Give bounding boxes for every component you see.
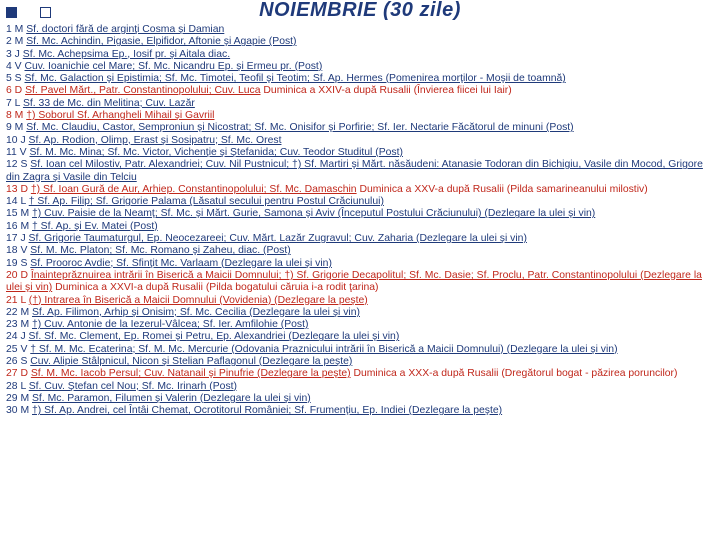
calendar-entry xyxy=(6,270,710,295)
entry-day: 5 S xyxy=(6,73,22,85)
entry-saints-link[interactable]: Sf. Pavel Mărt., Patr. Constantinopolului; Cuv. Luca xyxy=(25,85,261,97)
entry-saints-link[interactable]: † Sf. Ap. şi Ev. Matei (Post) xyxy=(32,220,158,232)
calendar-entry xyxy=(6,49,710,61)
calendar-entry xyxy=(6,73,710,85)
calendar-entry xyxy=(6,159,710,184)
entry-saints-link[interactable]: †) Cuv. Paisie de la Neamţ; Sf. Mc. şi Mărt. Gurie, Samona şi Aviv (Începutul Postului Crăciunului) (Dezlegare la ulei şi vin) xyxy=(32,208,596,220)
entry-saints-link[interactable]: Sf. M. Mc. Mina; Sf. Mc. Victor, Vichenţie şi Ştefanida; Cuv. Teodor Studitul (Post) xyxy=(29,146,403,158)
entry-day: 26 S xyxy=(6,356,28,368)
entry-saints-link[interactable]: Cuv. Alipie Stâlpnicul, Nicon şi Stelian Paflagonul (Dezlegare la peşte) xyxy=(30,356,353,368)
entry-saints-link[interactable]: †) Sf. Ap. Andrei, cel Întâi Chemat, Ocrotitorul României; Sf. Frumenţiu, Ep. Indiei (Dezlegare la peşte) xyxy=(32,405,503,417)
calendar-entry xyxy=(6,368,710,380)
entry-day: 30 M xyxy=(6,405,30,417)
calendar-entry xyxy=(6,307,710,319)
entry-day: 18 V xyxy=(6,245,28,257)
entry-sunday-reading: Duminica a XXX-a după Rusalii (Dregătorul bogat - păzirea poruncilor) xyxy=(353,368,678,380)
calendar-entry xyxy=(6,24,710,36)
entry-saints-link[interactable]: Sf. Ap. Rodion, Olimp, Erast şi Sosipatru; Sf. Mc. Orest xyxy=(28,134,282,146)
entry-saints-link[interactable]: Cuv. Ioanichie cel Mare; Sf. Mc. Nicandru Ep. şi Ermeu pr. (Post) xyxy=(24,60,323,72)
calendar-entry xyxy=(6,208,710,220)
entry-saints-link[interactable]: Sf. Cuv. Ştefan cel Nou; Sf. Mc. Irinarh (Post) xyxy=(28,380,238,392)
calendar-entry xyxy=(6,258,710,270)
entry-saints-link[interactable]: Sf. Grigorie Taumaturgul, Ep. Neocezareei; Cuv. Mărt. Lazăr Zugravul; Cuv. Zaharia (Dezlegare la ulei şi vin) xyxy=(28,233,527,245)
entry-day: 15 M xyxy=(6,208,30,220)
entry-day: 1 M xyxy=(6,24,24,35)
entry-day: 12 S xyxy=(6,159,28,171)
calendar-entry xyxy=(6,331,710,343)
entry-saints-link[interactable]: Sf. 33 de Mc. din Melitina; Cuv. Lazăr xyxy=(22,97,195,109)
entry-day: 13 D xyxy=(6,183,28,195)
calendar-entry xyxy=(6,319,710,331)
calendar-entry xyxy=(6,135,710,147)
calendar-entry xyxy=(6,221,710,233)
entry-day: 16 M xyxy=(6,220,30,232)
calendar-entry xyxy=(6,36,710,48)
entry-saints-link[interactable]: (†) Intrarea în Biserică a Maicii Domnului (Vovidenia) (Dezlegare la peşte) xyxy=(28,294,368,306)
entry-day: 25 V xyxy=(6,343,28,355)
entry-saints-link[interactable]: Înainteprăznuirea intrării în Biserică a Maicii Domnului; †) Sf. Grigorie Decapolitul; Sf. Mc. Dasie; Sf. Proclu, Patr. Constantinopolului (Dezlegare la ulei şi vin) xyxy=(6,269,702,294)
entry-day: 23 M xyxy=(6,319,30,331)
calendar-entry xyxy=(6,184,710,196)
entry-day: 14 L xyxy=(6,196,26,208)
calendar-entry xyxy=(6,61,710,73)
calendar-entry xyxy=(6,85,710,97)
calendar-entries xyxy=(6,24,710,418)
entry-day: 29 M xyxy=(6,392,30,404)
calendar-entry xyxy=(6,147,710,159)
entry-saints-link[interactable]: † Sf. M. Mc. Ecaterina; Sf. M. Mc. Mercurie (Odovania Praznicului intrării în Biserică a Maicii Domnului) (Dezlegare la ulei şi vin) xyxy=(30,343,618,355)
calendar-entry xyxy=(6,233,710,245)
calendar-entry xyxy=(6,295,710,307)
entry-saints-link[interactable]: † Sf. Ap. Filip; Sf. Grigorie Palama (Lăsatul secului pentru Postul Crăciunului) xyxy=(28,196,384,208)
calendar-entry xyxy=(6,393,710,405)
calendar-entry xyxy=(6,122,710,134)
entry-day: 24 J xyxy=(6,331,26,343)
entry-day: 6 D xyxy=(6,85,23,97)
entry-day: 10 J xyxy=(6,134,26,146)
entry-day: 8 M xyxy=(6,110,24,122)
calendar-entry xyxy=(6,405,710,417)
entry-day: 19 S xyxy=(6,257,28,269)
calendar-entry xyxy=(6,245,710,257)
entry-saints-link[interactable]: Sf. Mc. Galaction şi Epistimia; Sf. Mc. Timotei, Teofil şi Teotim; Sf. Ap. Hermes (Pomenirea morţilor - Moşii de toamnă) xyxy=(24,73,566,85)
entry-day: 11 V xyxy=(6,146,27,158)
entry-sunday-reading: Duminica a XXVI-a după Rusalii (Pilda bogatului căruia i-a rodit ţarina) xyxy=(55,282,379,294)
entry-saints-link[interactable]: Sf. Ioan cel Milostiv, Patr. Alexandriei; Cuv. Nil Pustnicul; †) Sf. Martiri şi Mărt. năsăudeni: Atanasie Todoran din Bichigiu, Vasile din Mocod, Grigore din Zagra şi Vasile din Telciu xyxy=(6,159,703,183)
entry-day: 21 L xyxy=(6,294,26,306)
entry-saints-link[interactable]: †) Sf. Ioan Gură de Aur, Arhiep. Constantinopolului; Sf. Mc. Damaschin xyxy=(30,183,357,195)
entry-day: 22 M xyxy=(6,306,30,318)
entry-saints-link[interactable]: Sf. Ap. Filimon, Arhip şi Onisim; Sf. Mc. Cecilia (Dezlegare la ulei şi vin) xyxy=(32,306,360,318)
page-title: NOIEMBRIE (30 zile) xyxy=(259,0,461,21)
entry-saints-link[interactable]: Sf. M. Mc. Platon; Sf. Mc. Romano şi Zaheu, diac. (Post) xyxy=(30,245,291,257)
entry-day: 4 V xyxy=(6,60,22,72)
entry-saints-link[interactable]: Sf. doctori fără de arginţi Cosma şi Damian xyxy=(26,24,225,35)
entry-saints-link[interactable]: Sf. Mc. Claudiu, Castor, Semproniun şi Nicostrat; Sf. Mc. Onisifor şi Porfirie; Sf. Ier. Nectarie Făcătorul de minuni (Post) xyxy=(26,122,574,134)
entry-saints-link[interactable]: Sf. Sf. Mc. Clement, Ep. Romei şi Petru, Ep. Alexandriei (Dezlegare la ulei şi vin) xyxy=(28,331,400,343)
entry-day: 3 J xyxy=(6,48,20,60)
calendar-entry xyxy=(6,381,710,393)
entry-saints-link[interactable]: Sf. Mc. Achindin, Pigasie, Elpifidor, Aftonie şi Agapie (Post) xyxy=(26,36,297,48)
entry-day: 9 M xyxy=(6,122,24,134)
entry-sunday-reading: Duminica a XXV-a după Rusalii (Pilda samarineanului milostiv) xyxy=(359,183,648,195)
entry-day: 27 D xyxy=(6,368,28,380)
calendar-entry xyxy=(6,110,710,122)
entry-saints-link[interactable]: Sf. M. Mc. Iacob Persul; Cuv. Natanail şi Pinufrie (Dezlegare la peşte) xyxy=(30,368,351,380)
calendar-entry xyxy=(6,344,710,356)
calendar-entry xyxy=(6,356,710,368)
entry-day: 28 L xyxy=(6,380,26,392)
entry-day: 20 D xyxy=(6,269,28,281)
entry-day: 7 L xyxy=(6,97,21,109)
calendar-entry xyxy=(6,98,710,110)
entry-day: 2 M xyxy=(6,36,24,48)
entry-sunday-reading: Duminica a XXIV-a după Rusalii (Învierea fiicei lui Iair) xyxy=(263,85,512,97)
entry-saints-link[interactable]: †) Cuv. Antonie de la Iezerul-Vâlcea; Sf. Ier. Amfilohie (Post) xyxy=(32,319,309,331)
entry-saints-link[interactable]: †) Soborul Sf. Arhangheli Mihail şi Gavriil xyxy=(26,110,215,122)
entry-saints-link[interactable]: Sf. Mc. Paramon, Filumen şi Valerin (Dezlegare la ulei şi vin) xyxy=(32,392,311,404)
title-bar xyxy=(0,0,720,26)
entry-saints-link[interactable]: Sf. Mc. Achepsima Ep., Iosif pr. şi Aitala diac. xyxy=(22,48,231,60)
entry-day: 17 J xyxy=(6,233,26,245)
calendar-entry xyxy=(6,196,710,208)
entry-saints-link[interactable]: Sf. Prooroc Avdie; Sf. Sfinţit Mc. Varlaam (Dezlegare la ulei şi vin) xyxy=(30,257,332,269)
